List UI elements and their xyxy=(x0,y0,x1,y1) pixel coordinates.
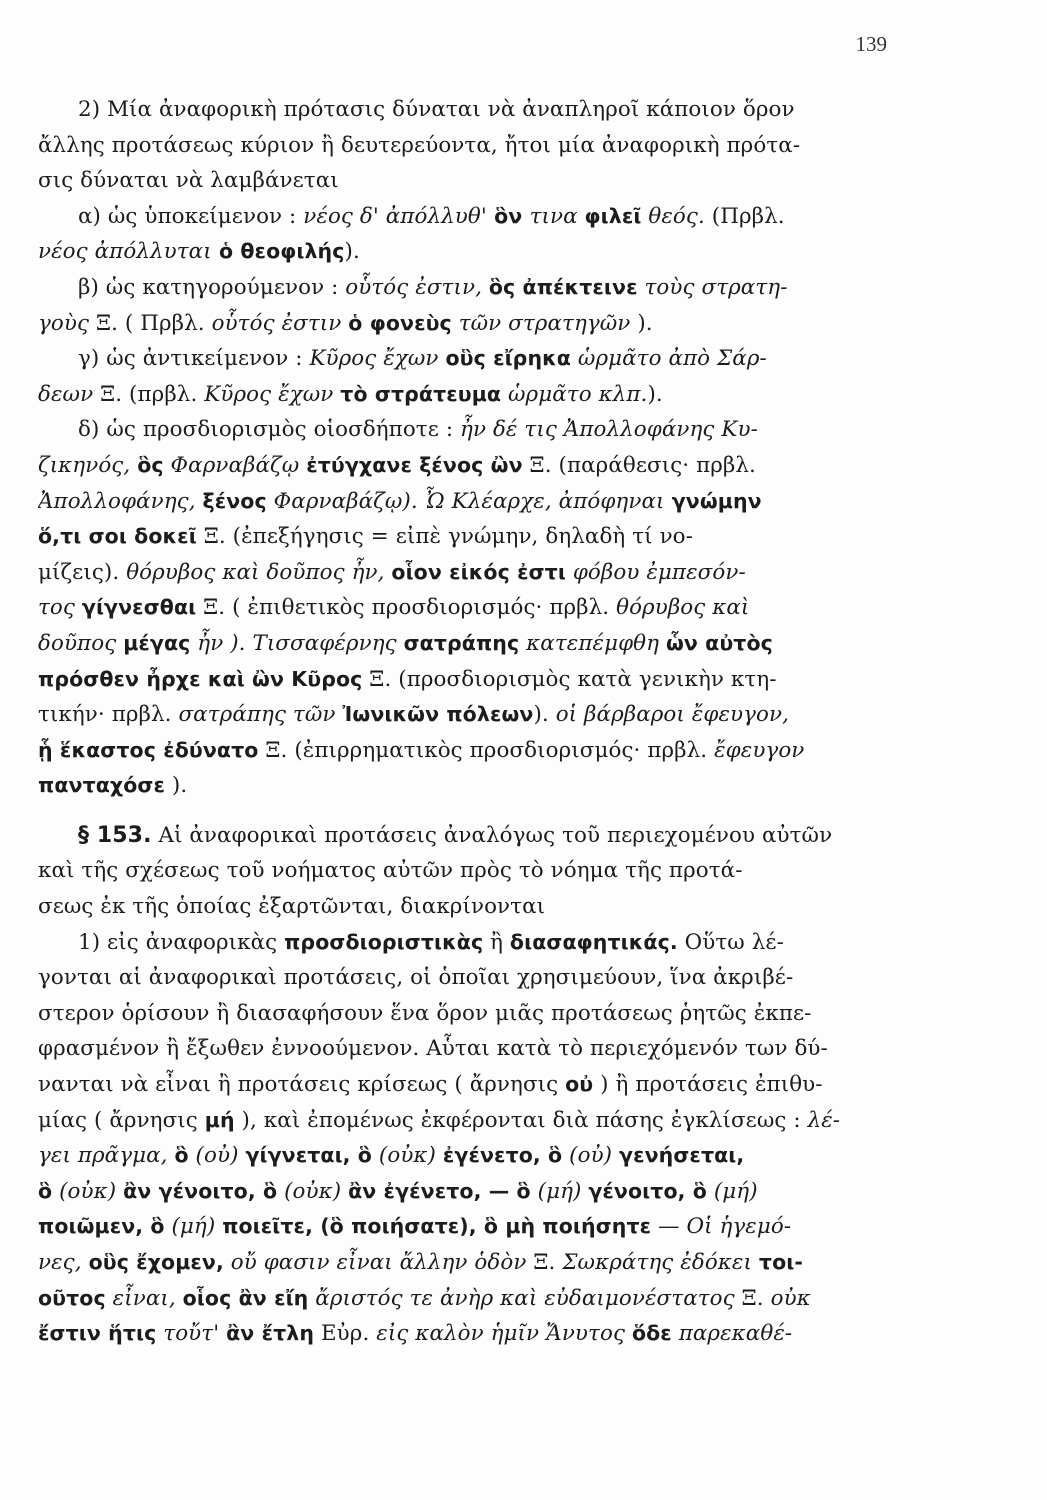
text-segment: ξένος xyxy=(202,488,267,513)
text-line xyxy=(38,733,880,769)
page-body-text xyxy=(38,92,880,1352)
text-segment: νέος ἀπόλλυται xyxy=(38,239,212,265)
text-segment: πανταχόσε xyxy=(38,773,166,798)
text-segment: ὡρμᾶτο ἀπὸ Σάρ- xyxy=(571,346,767,372)
text-segment: (μή) xyxy=(530,1178,589,1204)
text-line xyxy=(38,306,880,342)
text-segment: γει πρᾶγμα, xyxy=(38,1143,175,1169)
text-segment: Ἰωνικῶν πόλεων xyxy=(342,702,534,727)
text-segment: ). xyxy=(533,702,556,728)
text-segment: ὅδε xyxy=(631,1321,672,1346)
text-segment: ). xyxy=(647,381,663,407)
text-segment: ). xyxy=(630,310,653,336)
text-line xyxy=(38,996,880,1032)
text-segment: Φαρναβάζῳ xyxy=(163,452,307,478)
text-segment: Ξ. (πρβλ. xyxy=(93,381,205,407)
text-segment: ἦν δέ τις Ἀπολλοφάνης Κυ- xyxy=(460,417,758,443)
text-segment: ), καὶ ἐπομένως ἐκφέρονται διὰ πάσης ἐγκλίσεως : xyxy=(234,1107,808,1133)
text-line xyxy=(38,662,880,698)
text-line xyxy=(38,1316,880,1352)
text-segment: οἷον εἰκός ἐστι xyxy=(391,559,566,584)
text-segment: Ξ. ( ἐπιθετικὸς προσδιορισμός· πρβλ. xyxy=(196,595,617,621)
text-segment: τοι- xyxy=(758,1250,803,1274)
text-segment: Ξ. xyxy=(526,1250,563,1275)
text-segment: νανται νὰ εἶναι ἢ προτάσεις κρίσεως ( ἄρνησις xyxy=(38,1072,566,1098)
text-segment: ἄριστός τε ἀνὴρ καὶ εὐδαιμονέστατος xyxy=(308,1285,735,1311)
text-segment: σεως ἐκ τῆς ὁποίας ἐξαρτῶνται, διακρίνονται xyxy=(38,894,546,920)
text-line xyxy=(38,925,880,961)
text-line xyxy=(38,853,880,889)
text-line xyxy=(38,1067,880,1103)
text-segment: ἐγένετο, ὃ xyxy=(442,1143,563,1168)
section-number: § 153. xyxy=(78,822,152,848)
text-line xyxy=(38,555,880,591)
text-segment: πρόσθεν ἦρχε καὶ ὢν Κῦρος xyxy=(38,666,363,691)
text-line xyxy=(38,818,880,854)
text-segment: β) ὡς κατηγορούμενον : xyxy=(78,274,346,300)
text-line xyxy=(38,341,880,377)
text-segment: καὶ τῆς σχέσεως τοῦ νοήματος αὐτῶν πρὸς τὸ νόημα τῆς προτά- xyxy=(38,858,743,884)
text-line xyxy=(38,270,880,306)
text-segment: ὅ,τι σοι δοκεῖ xyxy=(38,524,197,549)
text-segment: ποιῶμεν, ὃ xyxy=(38,1214,165,1239)
text-line xyxy=(38,1281,880,1317)
text-segment: τινα xyxy=(529,203,585,229)
text-segment: οἱ βάρβαροι ἔφευγον, xyxy=(555,702,789,728)
text-line xyxy=(38,590,880,626)
text-segment: 2) Μία ἀναφορικὴ πρότασις δύναται νὰ ἀναπληροῖ κάποιον ὅρον xyxy=(78,97,795,122)
text-segment: ὃς ἀπέκτεινε xyxy=(488,274,638,299)
text-segment: οὐκ xyxy=(770,1285,811,1311)
text-segment: Φαρναβάζῳ). Ὦ Κλέαρχε, xyxy=(266,488,559,514)
text-line xyxy=(38,1245,880,1281)
text-segment: — Οἱ ἡγεμό- xyxy=(651,1214,792,1240)
text-segment: γνώμην xyxy=(664,488,762,513)
text-segment: γ) ὡς ἀντικείμενον : xyxy=(78,346,310,372)
text-segment: ἂν γένοιτο, ὃ xyxy=(123,1178,278,1203)
text-line xyxy=(38,1138,880,1174)
text-segment: νες, xyxy=(38,1250,89,1275)
text-segment: ἂν ἔτλη xyxy=(226,1321,315,1346)
text-segment: γοὺς xyxy=(38,310,90,336)
text-segment: Ξ. (παράθεσις· πρβλ. xyxy=(522,452,756,478)
text-segment: τοὔτ' xyxy=(156,1321,227,1347)
text-segment: ). xyxy=(344,239,360,265)
text-line xyxy=(38,960,880,996)
text-segment: Ξ. ( Πρβλ. xyxy=(89,310,212,336)
text-segment: 1) εἰς ἀναφορικὰς xyxy=(78,929,285,955)
page-number: 139 xyxy=(855,32,887,56)
text-segment: ποιεῖτε, (ὃ ποιήσατε), ὃ μὴ ποιήσητε xyxy=(222,1214,652,1239)
text-segment: σατράπης xyxy=(403,630,520,655)
text-segment: οὓς ἔχομεν, xyxy=(88,1250,224,1274)
text-segment: τοὺς στρατη- xyxy=(637,274,788,300)
text-segment: Σωκράτης ἐδόκει xyxy=(562,1250,759,1275)
text-segment: νέος δ' ἀπόλλυθ' xyxy=(303,203,487,229)
text-line xyxy=(38,889,880,925)
text-segment: κατεπέμφθη xyxy=(519,630,666,656)
text-segment: ἄλλης προτάσεως κύριον ἢ δευτερεύοντα, ἤτοι μία ἀναφορικὴ πρότα- xyxy=(38,132,801,158)
text-segment: γονται αἱ ἀναφορικαὶ προτάσεις, οἱ ὁποῖαι χρησιμεύουν, ἵνα ἀκριβέ- xyxy=(38,965,794,991)
text-line xyxy=(38,412,880,448)
text-segment: γένοιτο, ὃ xyxy=(588,1178,707,1203)
text-segment: ἦν ). Τισσαφέρνης xyxy=(190,630,404,656)
text-line xyxy=(38,1209,880,1245)
text-line xyxy=(38,1103,880,1139)
text-segment: φόβου ἐμπεσόν- xyxy=(565,559,746,585)
text-segment: ᾗ ἕκαστος ἐδύνατο xyxy=(38,737,259,762)
text-segment: ἂν ἐγένετο, — ὃ xyxy=(348,1178,531,1203)
text-segment: λέ- xyxy=(807,1107,841,1133)
text-segment: θεός. xyxy=(641,203,712,229)
text-segment: α) ὡς ὑποκείμενον : xyxy=(78,203,304,229)
text-segment: τῶν στρατηγῶν xyxy=(451,310,631,336)
text-line xyxy=(38,1174,880,1210)
paragraph-gap xyxy=(38,804,880,818)
text-segment: Αἱ ἀναφορικαὶ προτάσεις ἀναλόγως τοῦ περιεχομένου αὐτῶν xyxy=(151,822,833,848)
text-segment: μίας ( ἄρνησις xyxy=(38,1107,205,1133)
text-segment: δ) ὡς προσδιορισμὸς οἱοσδήποτε : xyxy=(78,417,461,443)
text-line xyxy=(38,163,880,199)
text-line xyxy=(38,697,880,733)
text-segment: ). xyxy=(165,773,188,799)
text-line xyxy=(38,519,880,555)
text-segment: Ξ. xyxy=(734,1285,771,1311)
text-segment: Κῦρος ἔχων xyxy=(204,381,341,407)
text-segment: φιλεῖ xyxy=(584,203,642,228)
text-segment: (οὐκ) xyxy=(277,1178,349,1204)
text-segment: μή xyxy=(204,1107,235,1132)
text-segment: οὐ xyxy=(565,1072,594,1097)
text-segment: οῦτος xyxy=(38,1285,106,1310)
text-segment: εἶναι, xyxy=(105,1285,183,1311)
text-line xyxy=(38,448,880,484)
text-line xyxy=(38,377,880,413)
text-segment: παρεκαθέ- xyxy=(671,1321,793,1347)
text-segment: (οὐ) xyxy=(188,1143,246,1169)
text-segment: ὁ θεοφιλής xyxy=(211,239,345,264)
text-line xyxy=(38,234,880,270)
text-segment: (Πρβλ. xyxy=(711,203,785,229)
text-segment: εἰς καλὸν ἡμῖν Ἄνυτος xyxy=(376,1321,632,1347)
text-segment: (μή) xyxy=(164,1214,223,1240)
text-segment: ὡρμᾶτο κλπ. xyxy=(501,381,648,407)
text-line xyxy=(38,626,880,662)
text-segment: τὸ στράτευμα xyxy=(340,381,502,406)
text-segment: σις δύναται νὰ λαμβάνεται xyxy=(38,168,339,194)
text-line xyxy=(38,92,880,128)
text-segment: Οὕτω λέ- xyxy=(677,929,784,955)
text-segment: τικήν· πρβλ. xyxy=(38,702,179,728)
text-segment: Ξ. (προσδιορισμὸς κατὰ γενικὴν κτη- xyxy=(362,666,777,692)
text-segment: οὗτός ἐστιν xyxy=(211,310,349,336)
text-segment: Ξ. (ἐπεξήγησις = εἰπὲ γνώμην, δηλαδὴ τί νο- xyxy=(196,524,693,550)
text-line xyxy=(38,199,880,235)
text-segment: προσδιοριστικὰς xyxy=(284,929,484,954)
text-segment: (οὐκ) xyxy=(372,1143,443,1169)
text-segment: γίγνεται, ὃ xyxy=(245,1143,372,1168)
text-segment: ὃ xyxy=(174,1143,189,1168)
text-segment: Κῦρος ἔχων xyxy=(309,346,446,372)
text-segment: ὃ xyxy=(38,1178,53,1203)
text-line xyxy=(38,128,880,164)
text-segment: ζικηνός, xyxy=(38,452,138,478)
text-segment: ὃς xyxy=(137,452,164,477)
text-segment: θόρυβος καὶ δοῦπος ἦν, xyxy=(126,559,392,585)
text-segment: ὧν αὐτὸς xyxy=(665,630,773,655)
text-segment: ὃν xyxy=(486,203,530,228)
text-segment: θόρυβος καὶ xyxy=(616,595,750,621)
text-segment: Ἀπολλοφάνης, xyxy=(38,488,203,514)
text-segment: Εὐρ. xyxy=(314,1321,377,1347)
text-segment: γίγνεσθαι xyxy=(81,595,197,620)
text-segment: μίζεις). xyxy=(38,559,127,585)
text-segment: ἔστιν ἥτις xyxy=(38,1321,157,1346)
text-segment: τος xyxy=(38,595,82,621)
text-segment: οὓς εἴρηκα xyxy=(445,346,571,371)
text-segment: ἀπόφηναι xyxy=(558,488,665,514)
text-segment: (οὐ) xyxy=(562,1143,620,1169)
text-segment: σατράπης τῶν xyxy=(178,702,343,728)
text-segment: οἷος ἂν εἴη xyxy=(182,1285,309,1310)
text-segment: οὔ φασιν εἶναι ἄλλην ὁδὸν xyxy=(223,1250,527,1275)
text-segment: ὁ φονεὺς xyxy=(348,310,452,335)
text-segment: διασαφητικάς. xyxy=(509,929,678,954)
text-segment: ἢ xyxy=(483,929,510,955)
text-segment: ) ἢ προτάσεις ἐπιθυ- xyxy=(593,1072,823,1098)
text-segment: (οὐκ) xyxy=(52,1178,124,1204)
text-segment: δοῦπος xyxy=(38,630,124,656)
text-line xyxy=(38,1031,880,1067)
text-segment: γενήσεται, xyxy=(619,1143,745,1168)
text-segment: στερον ὁρίσουν ἢ διασαφήσουν ἕνα ὅρον μιᾶς προτάσεως ῥητῶς ἐκπε- xyxy=(38,1000,812,1026)
text-segment: ἐτύγχανε ξένος ὢν xyxy=(306,452,523,477)
text-segment: οὗτός ἐστιν, xyxy=(345,274,489,300)
text-line xyxy=(38,768,880,804)
text-segment: φρασμένον ἢ ἔξωθεν ἐννοούμενον. Αὗται κατὰ τὸ περιεχόμενόν των δύ- xyxy=(38,1036,828,1062)
text-segment: μέγας xyxy=(123,630,191,655)
text-segment: ἔφευγον xyxy=(714,737,805,763)
text-line xyxy=(38,484,880,520)
text-segment: Ξ. (ἐπιρρηματικὸς προσδιορισμός· πρβλ. xyxy=(258,737,715,763)
text-segment: δεων xyxy=(38,381,94,407)
text-segment: (μή) xyxy=(706,1178,758,1204)
